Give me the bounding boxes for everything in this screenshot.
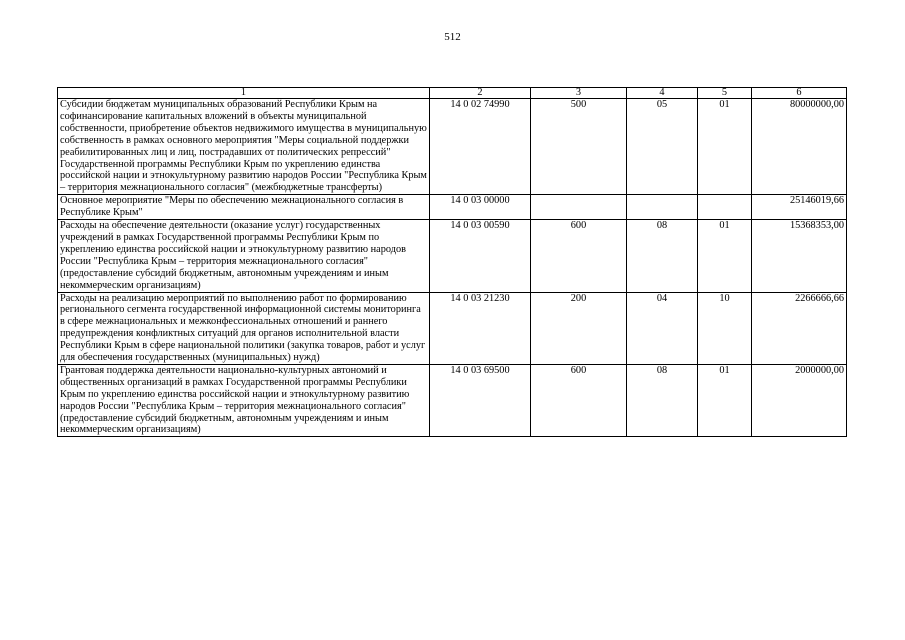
header-col-6: 6 (752, 88, 847, 99)
table-row (58, 292, 847, 364)
row-amount: 2266666,66 (752, 292, 847, 364)
row-description: Основное мероприятие "Меры по обеспечению межнационального согласия в Республике Крым" (58, 195, 430, 220)
header-col-2: 2 (430, 88, 531, 99)
header-col-1: 1 (58, 88, 430, 99)
row-amount: 25146019,66 (752, 195, 847, 220)
row-description: Грантовая поддержка деятельности национально-культурных автономий и общественных организаций в рамках Государственной программы Республики Крым по укреплению единства российской нации и этнокультурному развитию народов России "Республика Крым – территория межнационального согласия" (предоставление субсидий бюджетным, автономным учреждениям и иным некоммерческим организациям) (58, 364, 430, 436)
row-section (627, 195, 698, 220)
table-header-row (58, 88, 847, 99)
row-expense-type: 600 (531, 364, 627, 436)
header-col-5: 5 (698, 88, 752, 99)
row-description: Расходы на реализацию мероприятий по выполнению работ по формированию регионального сегмента государственной информационной системы мониторинга в сфере межнациональных и межконфессиональных отношений и раннего предупреждения конфликтных ситуаций для органов исполнительной власти Республики Крым в сфере национальной политики (закупка товаров, работ и услуг для обеспечения государственных (муниципальных) нужд) (58, 292, 430, 364)
table-row (58, 220, 847, 292)
row-section: 04 (627, 292, 698, 364)
row-section: 08 (627, 220, 698, 292)
row-description: Субсидии бюджетам муниципальных образований Республики Крым на софинансирование капитальных вложений в объекты муниципальной собственности, приобретение объектов недвижимого имущества в муниципальную собственность в рамках основного мероприятия "Меры социальной поддержки реабилитированных лиц и лиц, пострадавших от политических репрессий" Государственной программы Республики Крым по укреплению единства российской нации и этнокультурному развитию народов России "Республика Крым – территория межнационального согласия" (межбюджетные трансферты) (58, 99, 430, 195)
table-row (58, 364, 847, 436)
table-row (58, 99, 847, 195)
row-expense-type: 200 (531, 292, 627, 364)
table-row (58, 195, 847, 220)
row-section: 05 (627, 99, 698, 195)
page-number: 512 (444, 31, 461, 43)
budget-table (57, 87, 847, 437)
row-target-code: 14 0 03 69500 (430, 364, 531, 436)
row-expense-type: 500 (531, 99, 627, 195)
row-subsection (698, 195, 752, 220)
row-target-code: 14 0 03 00590 (430, 220, 531, 292)
row-expense-type (531, 195, 627, 220)
row-subsection: 01 (698, 364, 752, 436)
row-target-code: 14 0 03 00000 (430, 195, 531, 220)
header-col-4: 4 (627, 88, 698, 99)
row-expense-type: 600 (531, 220, 627, 292)
row-description: Расходы на обеспечение деятельности (оказание услуг) государственных учреждений в рамках Государственной программы Республики Крым по укреплению единства российской нации и этнокультурному развитию народов России "Республика Крым – территория межнационального согласия" (предоставление субсидий бюджетным, автономным учреждениям и иным некоммерческим организациям) (58, 220, 430, 292)
row-amount: 2000000,00 (752, 364, 847, 436)
row-subsection: 01 (698, 99, 752, 195)
row-amount: 80000000,00 (752, 99, 847, 195)
row-amount: 15368353,00 (752, 220, 847, 292)
row-target-code: 14 0 02 74990 (430, 99, 531, 195)
row-target-code: 14 0 03 21230 (430, 292, 531, 364)
row-subsection: 01 (698, 220, 752, 292)
row-subsection: 10 (698, 292, 752, 364)
row-section: 08 (627, 364, 698, 436)
header-col-3: 3 (531, 88, 627, 99)
